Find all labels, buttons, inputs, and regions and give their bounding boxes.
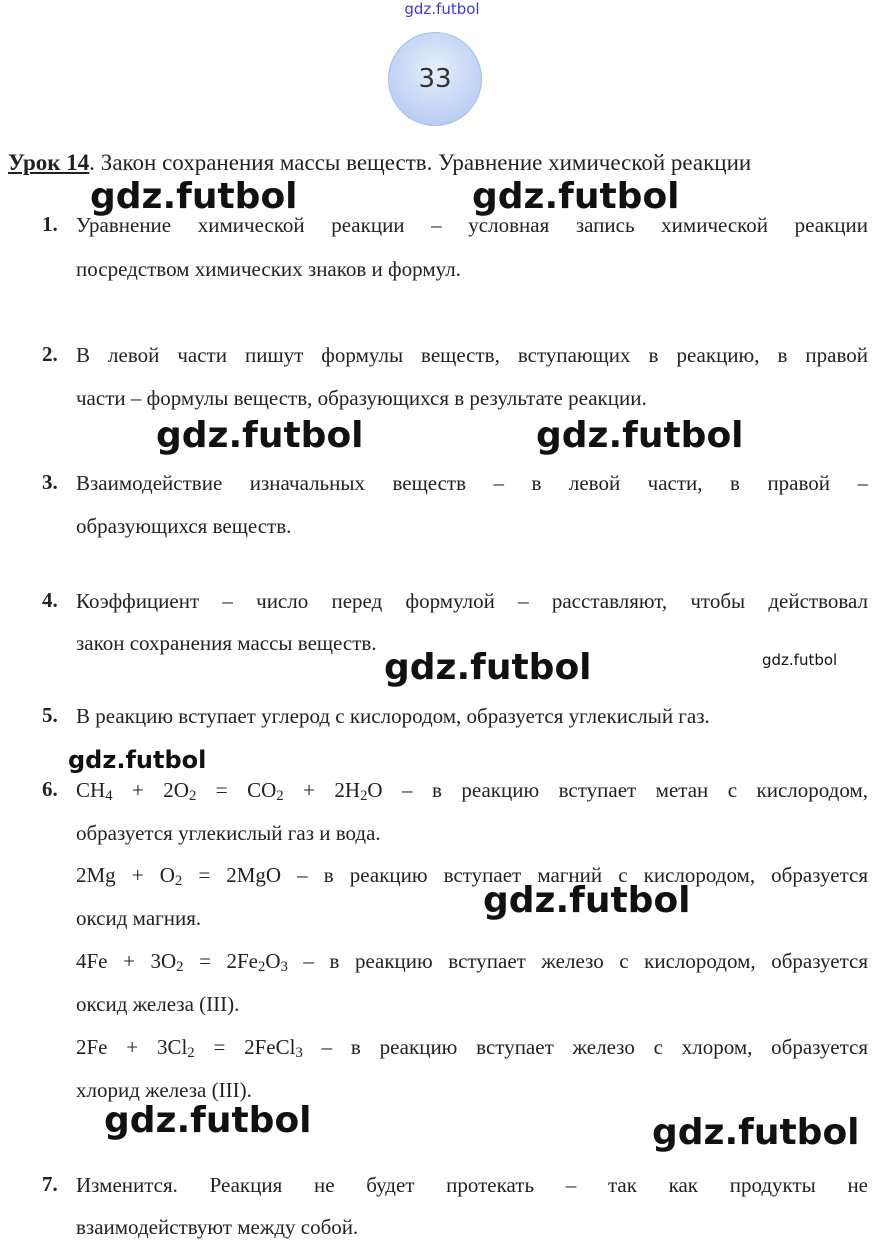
- item-number: 4.: [42, 588, 58, 612]
- item-line: хлорид железа (III).: [76, 1078, 252, 1102]
- item-line: Изменится. Реакция не будет протекать – так как продукты не: [76, 1173, 868, 1197]
- item-number: 5.: [42, 703, 58, 727]
- item-line: образующихся веществ.: [76, 514, 292, 538]
- watermark: gdz.futbol: [104, 1100, 312, 1141]
- item-number: 1.: [42, 212, 58, 236]
- watermark: gdz.futbol: [384, 647, 592, 688]
- item-line: посредством химических знаков и формул.: [76, 257, 461, 281]
- lesson-label: Урок 14: [8, 150, 90, 175]
- page-number-badge: 33: [388, 32, 482, 126]
- watermark: gdz.futbol: [652, 1112, 860, 1153]
- watermark: gdz.futbol: [68, 746, 207, 774]
- item-line: Коэффициент – число перед формулой – расставляют, чтобы действовал: [76, 589, 868, 613]
- item-line: закон сохранения массы веществ.: [76, 631, 377, 655]
- item-line: $CH_4 + 2O_2 = CO_2 + 2H_2O - в$ реакцию вступает метан с кислородом,: [76, 778, 868, 804]
- item-line: $2Mg + O_2 = 2MgO - в$ реакцию вступает магний с кислородом, образуется: [76, 863, 868, 889]
- item-number: 6.: [42, 777, 58, 801]
- item-line: оксид магния.: [76, 906, 202, 930]
- watermark: gdz.futbol: [536, 415, 744, 456]
- item-line: Уравнение химической реакции – условная запись химической реакции: [76, 213, 868, 237]
- top-watermark: gdz.futbol: [404, 0, 480, 18]
- item-number: 2.: [42, 342, 58, 366]
- watermark: gdz.futbol: [156, 415, 364, 456]
- watermark: gdz.futbol: [90, 176, 298, 217]
- watermark: gdz.futbol: [472, 176, 680, 217]
- item-line: В левой части пишут формулы веществ, вступающих в реакцию, в правой: [76, 343, 868, 367]
- item-line: $2Fe + 3Cl_2$ = 2FeCl$_3$ – в реакцию вступает железо с хлором, образуется: [76, 1035, 868, 1061]
- watermark: gdz.futbol: [762, 651, 838, 669]
- item-line: части – формулы веществ, образующихся в результате реакции.: [76, 386, 647, 410]
- item-line: оксид железа (III).: [76, 992, 240, 1016]
- item-line: Взаимодействие изначальных веществ – в левой части, в правой –: [76, 471, 868, 495]
- lesson-title: . Закон сохранения массы веществ. Уравнение химической реакции: [89, 150, 752, 175]
- lesson-heading: [8, 150, 751, 176]
- item-line: взаимодействуют между собой.: [76, 1215, 359, 1239]
- item-line: $4Fe + 3O_2 = 2Fe_2O_3 - в$ реакцию вступает железо с кислородом, образуется: [76, 949, 869, 975]
- item-line: В реакцию вступает углерод с кислородом, образуется углекислый газ.: [76, 704, 710, 728]
- item-line: образуется углекислый газ и вода.: [76, 821, 381, 845]
- watermark: gdz.futbol: [483, 880, 691, 921]
- item-number: 3.: [42, 470, 58, 494]
- item-number: 7.: [42, 1172, 58, 1196]
